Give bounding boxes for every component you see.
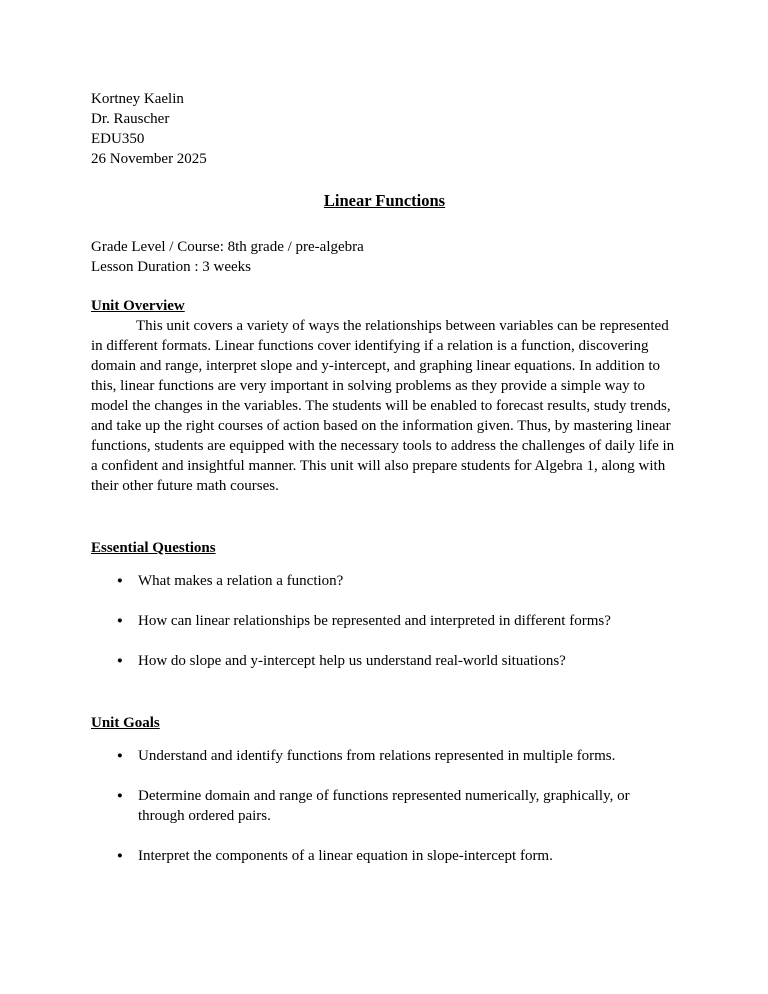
essential-questions-heading: Essential Questions bbox=[91, 540, 216, 556]
unit-overview-paragraph: This unit covers a variety of ways the relationships between variables can be represented in different formats. Linear functions cover identifying if a relation is a function, discovering domain and range, interpret slope and y-intercept, and graphing linear equations. In addition to this, linear functions are very important in solving problems as they provide a simple way to model the changes in the variables. The students will be enabled to forecast results, study trends, and take up the right courses of action based on the information given. Thus, by mastering linear functions, students are equipped with the necessary tools to address the challenges of daily life in a confident and insightful manner. This unit will also prepare students for Algebra 1, along with their other future math courses. bbox=[91, 318, 675, 494]
essential-questions-list bbox=[91, 571, 678, 671]
grade-level-line: Grade Level / Course: 8th grade / pre-algebra bbox=[91, 239, 364, 255]
document-title: Linear Functions bbox=[323, 191, 446, 210]
course-code-line: EDU350 bbox=[91, 131, 145, 147]
unit-goals-heading: Unit Goals bbox=[91, 715, 160, 731]
course-meta bbox=[91, 237, 678, 277]
list-item: ● Determine domain and range of functions represented numerically, graphically, or through ordered pairs. bbox=[91, 786, 678, 826]
section-unit-overview bbox=[91, 296, 678, 496]
date-line: 26 November 2025 bbox=[91, 151, 207, 167]
section-unit-goals bbox=[91, 713, 678, 866]
unit-goals-list bbox=[91, 746, 678, 866]
list-item: ● Interpret the components of a linear equation in slope-intercept form. bbox=[91, 846, 678, 866]
unit-overview-heading: Unit Overview bbox=[91, 298, 185, 314]
instructor-line: Dr. Rauscher bbox=[91, 111, 170, 127]
document-header bbox=[91, 89, 678, 169]
author-line: Kortney Kaelin bbox=[91, 91, 184, 107]
list-item: ● What makes a relation a function? bbox=[91, 571, 678, 591]
lesson-duration-line: Lesson Duration : 3 weeks bbox=[91, 259, 251, 275]
section-essential-questions bbox=[91, 538, 678, 671]
list-item: ● Understand and identify functions from relations represented in multiple forms. bbox=[91, 746, 678, 766]
list-item: ● How do slope and y-intercept help us understand real-world situations? bbox=[91, 651, 678, 671]
list-item: ● How can linear relationships be represented and interpreted in different forms? bbox=[91, 611, 678, 631]
